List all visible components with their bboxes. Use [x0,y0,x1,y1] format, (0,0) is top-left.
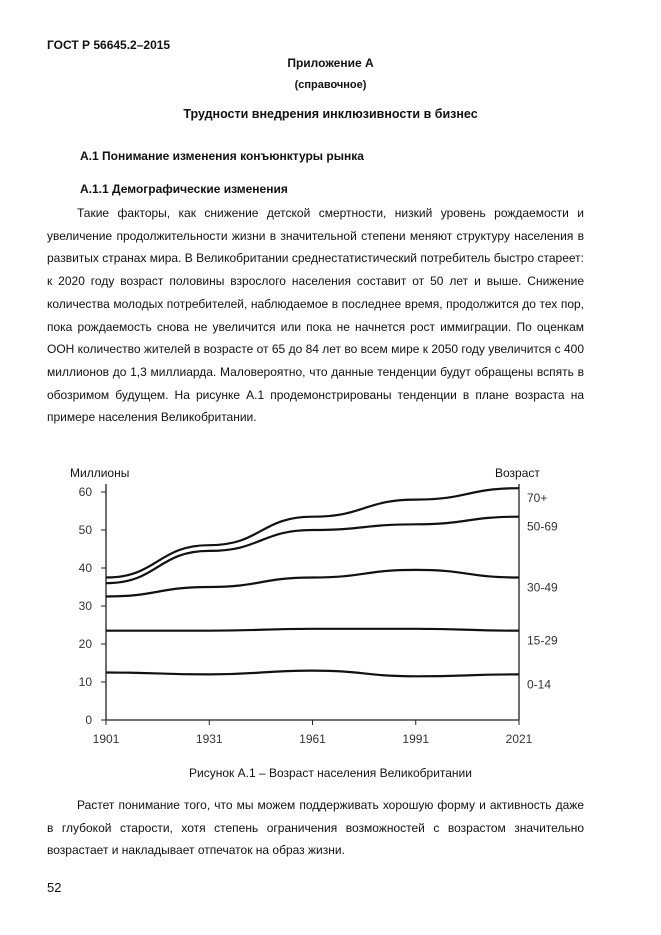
y-axis-title: Миллионы [70,466,130,480]
x-tick-label: 1961 [299,732,326,746]
series-label: 50-69 [527,519,558,534]
annex-subtitle: (справочное) [294,79,367,91]
annex-title: Приложение А [287,56,374,70]
series-line [106,488,519,577]
document-code: ГОСТ Р 56645.2–2015 [47,38,171,52]
x-tick-label: 1991 [402,732,430,746]
figure-caption: Рисунок А.1 – Возраст населения Великобритании [189,766,472,780]
section-title: А.1 Понимание изменения конъюнктуры рынка [80,149,364,163]
x-tick-label: 2021 [505,732,533,746]
y-tick-label: 10 [78,675,92,689]
subsection-title: А.1.1 Демографические изменения [80,182,288,196]
series-label: 70+ [527,491,548,506]
y-tick-label: 50 [78,523,92,537]
y-tick-label: 30 [78,599,92,613]
paragraph-conclusion: Растет понимание того, что мы можем поддерживать хорошую форму и активность даже в глубокой старости, хотя степень ограничения возможностей с возрастом значительно возрастает и накладывает отпечаток на образ жизни. [47,798,584,858]
series-label: 30-49 [527,580,558,595]
series-line [106,570,519,597]
series-line [106,629,519,631]
series-label: 0-14 [527,677,552,692]
y-tick-label: 20 [78,637,92,651]
page-number: 52 [47,880,62,895]
y-tick-label: 40 [78,561,92,575]
x-tick-label: 1901 [92,732,120,746]
y-tick-label: 0 [85,713,92,727]
right-axis-title: Возраст [495,466,540,480]
series-label: 15-29 [527,633,558,648]
series-line [106,671,519,677]
x-tick-label: 1931 [195,732,223,746]
y-tick-label: 60 [78,485,92,499]
paragraph-demographics: Такие факторы, как снижение детской смертности, низкий уровень рождаемости и увеличение продолжительности жизни в значительной степени меняют структуру населения в развитых странах мира. В Великобритании среднестатистический потребитель быстро стареет: к 2020 году возраст половины взрослого населения составит от 50 лет и выше. Снижение количества молодых потребителей, наблюдаемое в последнее время, продолжится до тех пор, пока рождаемость снова не увеличится или пока не начнется рост иммиграции. По оценкам ООН количество жителей в возрасте от 65 до 84 лет во всем мире к 2050 году увеличится с 400 миллионов до 1,3 миллиарда. Маловероятно, что данные тенденции будут обращены вспять в обозримом будущем. На рисунке А.1 продемонстрированы тенденции в плане возраста на примере населения Великобритании. [47,206,584,425]
annex-heading: Трудности внедрения инклюзивности в бизнес [183,107,478,121]
